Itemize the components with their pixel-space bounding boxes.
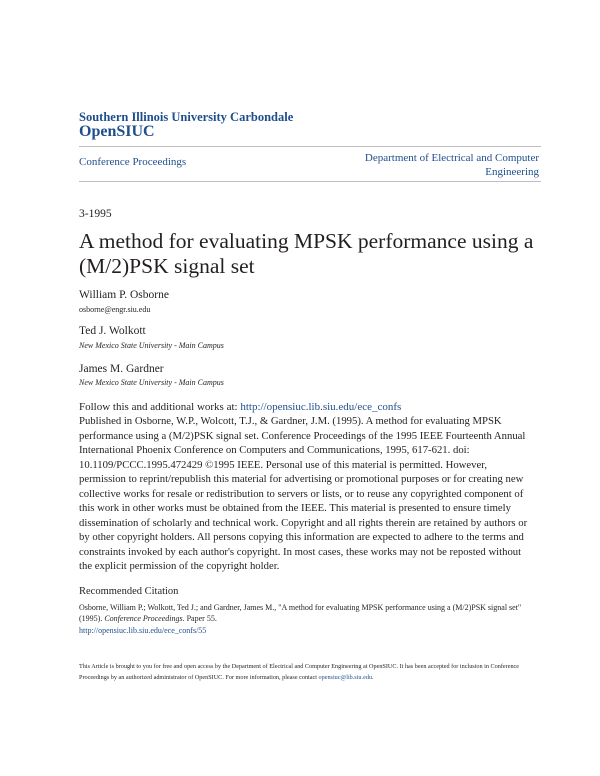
- follow-text: Follow this and additional works at:: [79, 401, 241, 413]
- footer-end: .: [372, 674, 374, 681]
- publication-note: Published in Osborne, W.P., Wolcott, T.J., & Gardner, J.M. (1995). A method for evaluating MPSK performance using a (M/2)PSK signal set. Conference Proceedings of the 1995 IEEE Fourteenth Annual International Phoenix Conference on Computers and Communications, 1995, 617-621. doi: 10.1109/PCCC.1995.472429 ©1995 IEEE. Personal use of this material is permitted. However, permission to reprint/republish this material for advertising or promotional purposes or for creating new collective works for resale or redistribution to servers or lists, or to reuse any copyrighted component of this work in other works must be obtained from the IEEE. This material is presented to ensure timely dissemination of scholarly and technical work. Copyright and all rights therein are retained by authors or by other copyright holders. All persons copying this information are expected to adhere to the terms and constraints invoked by each author's copyright. In most cases, these works may not be reposted without the explicit permission of the copyright holder.: [79, 415, 528, 572]
- citation-text: Osborne, William P.; Wolkott, Ted J.; and Gardner, James M., "A method for evaluating MPSK performance using a (M/2)PSK signal set" (1995).: [79, 603, 522, 624]
- author-affiliation: New Mexico State University - Main Campus: [79, 341, 224, 350]
- header-divider-top: [79, 146, 541, 147]
- institution-name: Southern Illinois University Carbondale: [79, 110, 294, 124]
- author-name: William P. Osborne: [79, 289, 169, 301]
- paper-title: A method for evaluating MPSK performance using a (M/2)PSK signal set: [79, 229, 534, 278]
- footer-text: This Article is brought to you for free and open access by the Department of Electrical and Computer Engineering at OpenSIUC. It has been accepted for inclusion in Conference Proceedings by an authorized administrator of OpenSIUC. For more information, please contact: [79, 663, 520, 681]
- collection-link[interactable]: Conference Proceedings: [79, 156, 187, 168]
- citation-paper: . Paper 55.: [182, 614, 217, 624]
- repository-name[interactable]: OpenSIUC: [79, 123, 155, 140]
- citation-link[interactable]: http://opensiuc.lib.siu.edu/ece_confs/55: [79, 625, 207, 635]
- recommended-citation: [79, 602, 539, 636]
- follow-link[interactable]: http://opensiuc.lib.siu.edu/ece_confs: [240, 401, 402, 413]
- header-divider-bottom: [79, 181, 541, 182]
- footer-notice: [79, 661, 549, 683]
- author-name: James M. Gardner: [79, 363, 164, 375]
- author-email: osborne@engr.siu.edu: [79, 305, 151, 314]
- recommended-citation-heading: Recommended Citation: [79, 586, 179, 597]
- author-affiliation: New Mexico State University - Main Campus: [79, 378, 224, 387]
- department-link[interactable]: Department of Electrical and Computer Engineering: [364, 152, 539, 178]
- author-name: Ted J. Wolkott: [79, 325, 146, 337]
- contact-email-link[interactable]: opensiuc@lib.siu.edu: [318, 674, 373, 681]
- follow-line: [79, 401, 401, 413]
- citation-series: Conference Proceedings: [104, 614, 183, 624]
- publication-date: 3-1995: [79, 208, 112, 220]
